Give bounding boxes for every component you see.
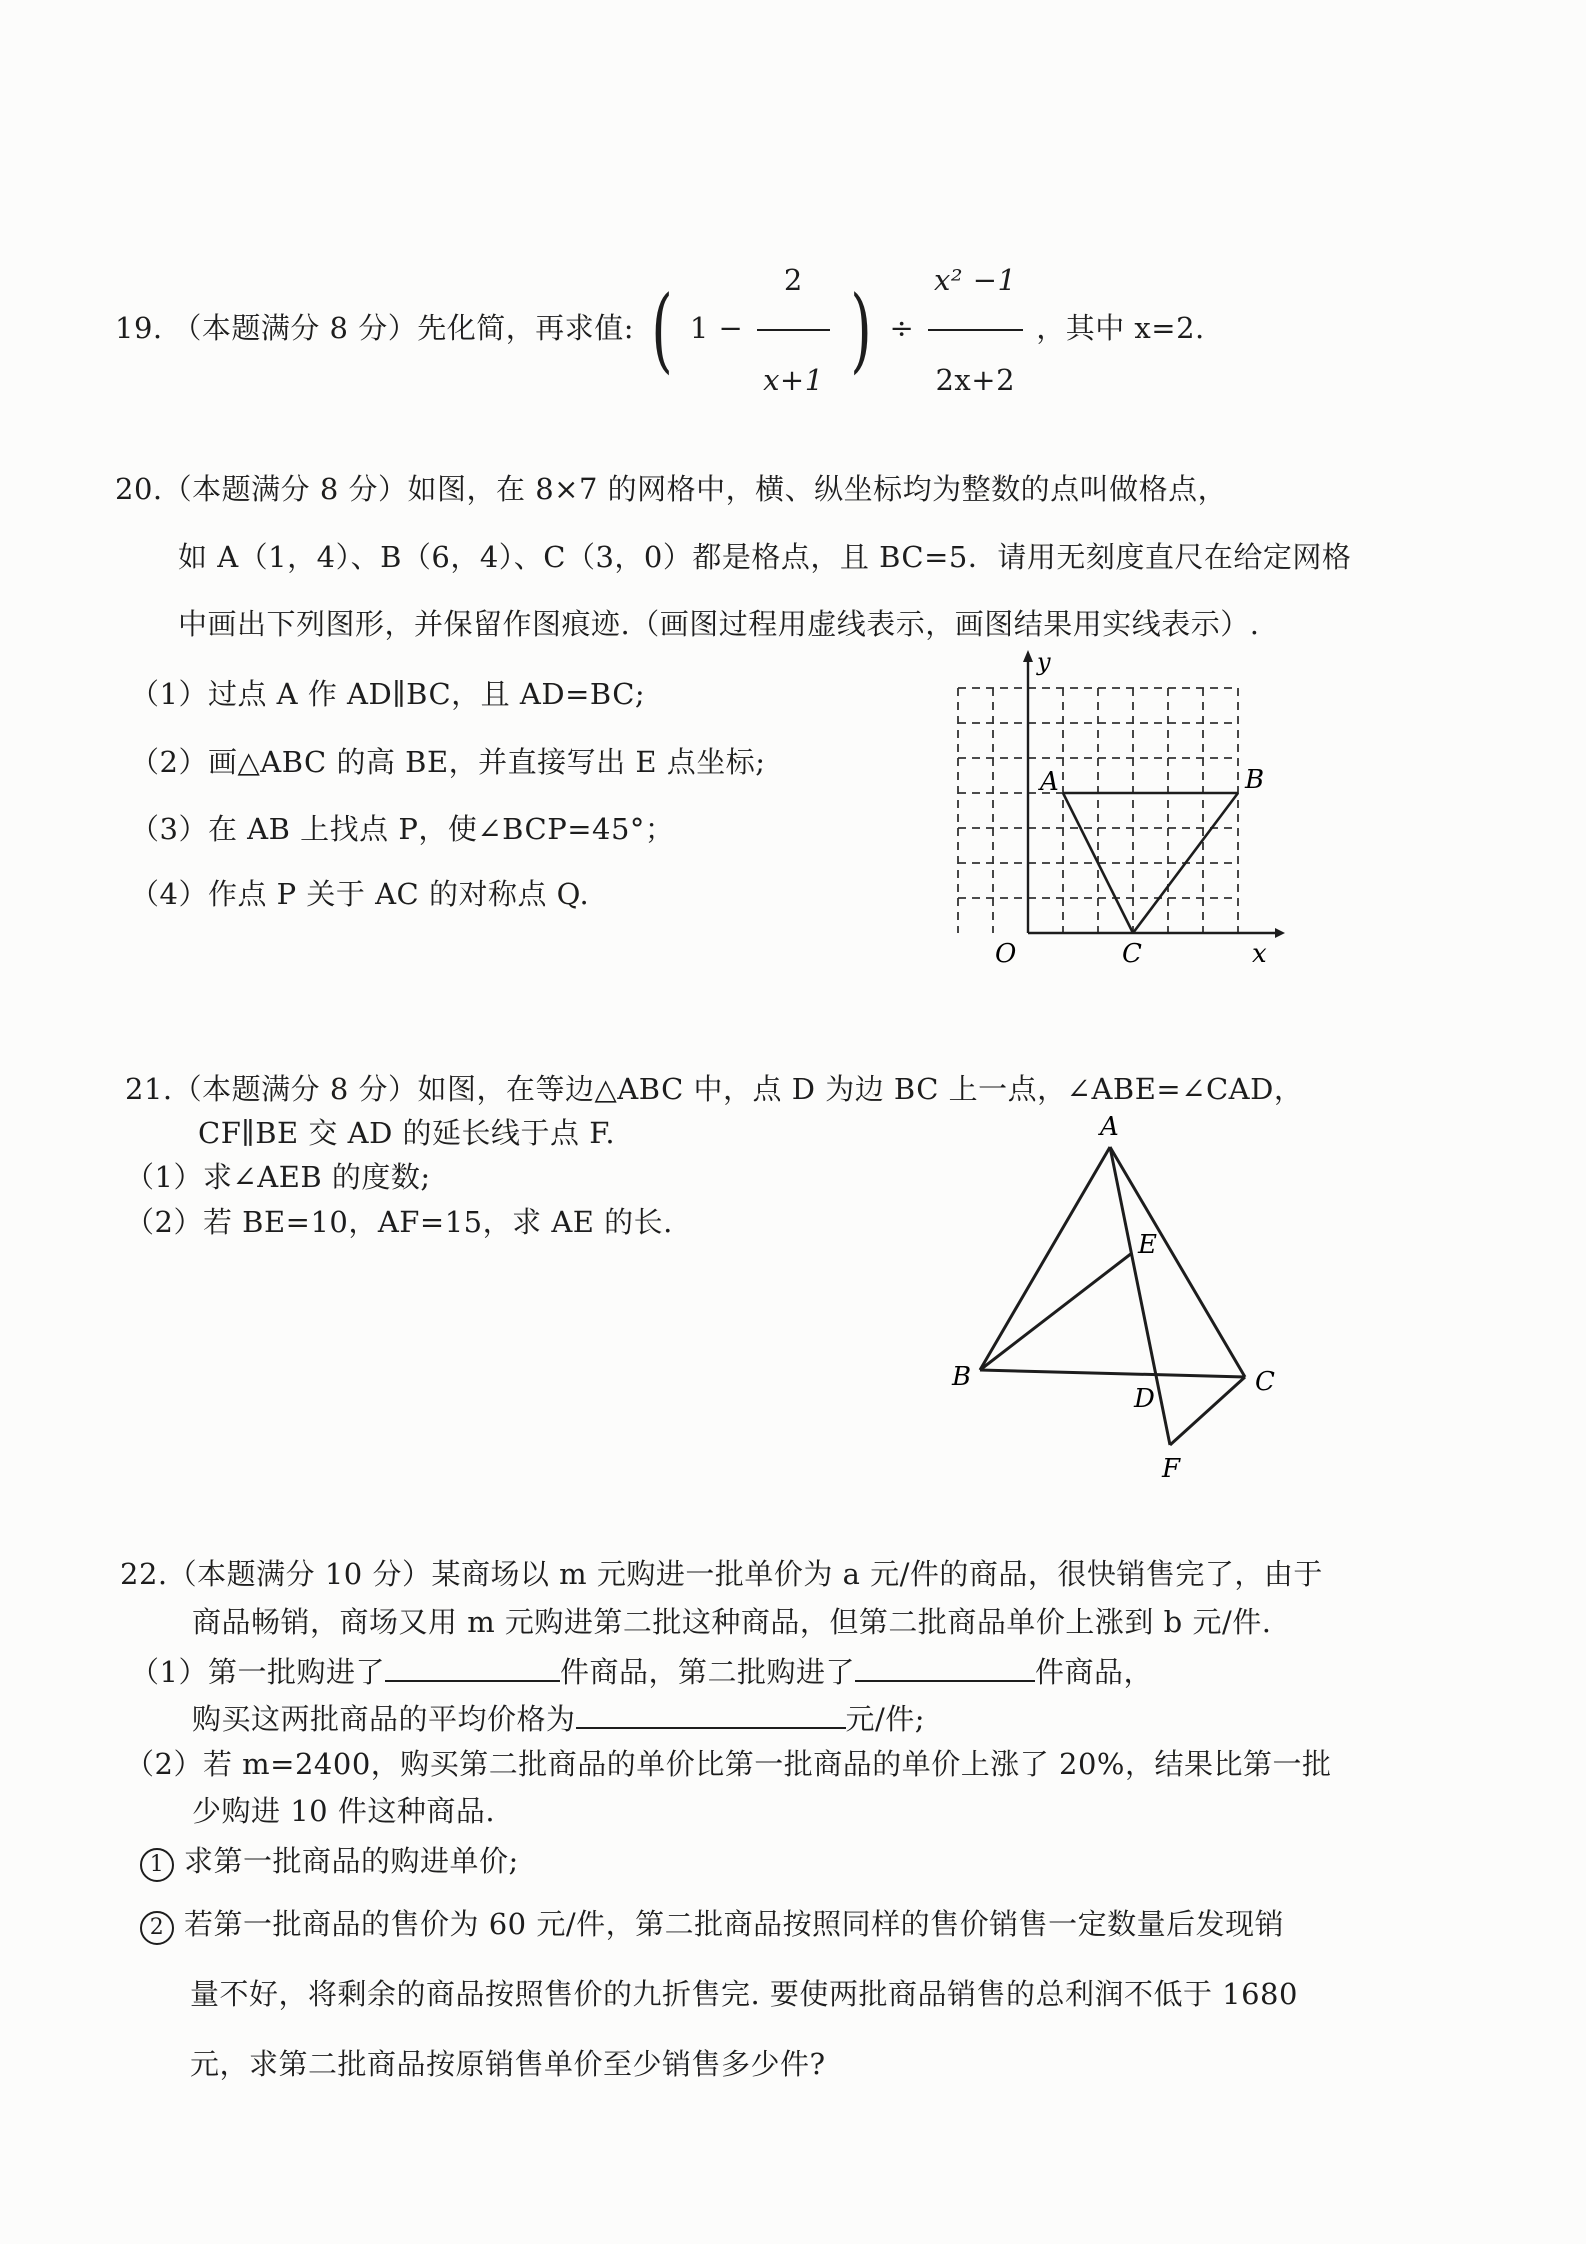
- q20-sub-3: （3）在 AB 上找点 P，使∠BCP=45°；: [130, 812, 675, 846]
- q20-sub-4: （4）作点 P 关于 AC 的对称点 Q.: [130, 877, 590, 911]
- q21-sub-2: （2）若 BE=10，AF=15，求 AE 的长.: [125, 1205, 673, 1239]
- q21-triangle-figure: [940, 1105, 1275, 1485]
- q22-blank-2: [855, 1650, 1035, 1682]
- q21-sub-1: （1）求∠AEB 的度数;: [125, 1160, 431, 1194]
- q20-grid-figure: [940, 640, 1300, 970]
- q22-blank-1: [385, 1650, 560, 1682]
- q20-sub-2: （2）画△ABC 的高 BE，并直接写出 E 点坐标;: [130, 745, 766, 779]
- q22-c1-mark: 1: [140, 1848, 174, 1882]
- q19-left-paren: (: [651, 276, 673, 383]
- q19-line: [115, 235, 1205, 425]
- q19-fraction-1: [757, 235, 830, 425]
- q22-sub1-e: 元/件;: [845, 1702, 926, 1736]
- q22-c1-text: 求第一批商品的购进单价;: [184, 1844, 519, 1878]
- q20-sub-1: （1）过点 A 作 AD∥BC，且 AD=BC;: [130, 677, 646, 711]
- q19-divide: ÷: [889, 311, 915, 345]
- q19-right-paren: ): [850, 276, 873, 383]
- q20-label-x: x: [1252, 939, 1267, 969]
- q19-prefix: （本题满分 8 分）先化简，再求值:: [172, 311, 635, 345]
- q19-frac2-num: x² −1: [928, 235, 1022, 331]
- q19-fraction-2: [928, 235, 1022, 425]
- q19-minus: −: [718, 311, 744, 345]
- q22-sub1-a: （1）第一批购进了: [130, 1655, 385, 1689]
- q19-one: 1: [689, 311, 709, 345]
- q21-label-F: F: [1162, 1454, 1181, 1484]
- q20-label-B: B: [1245, 765, 1265, 795]
- q19-frac1-num: 2: [757, 235, 830, 331]
- q20-label-O: O: [995, 939, 1017, 969]
- q22-c2-row-2: 量不好，将剩余的商品按照售价的九折售完. 要使两批商品销售的总利润不低于 1680: [190, 1977, 1298, 2011]
- q19-suffix: ，其中 x=2.: [1036, 311, 1205, 345]
- q22-sub1-d: 购买这两批商品的平均价格为: [192, 1702, 576, 1736]
- q20-label-y: y: [1037, 648, 1051, 676]
- q22-sub-2-a: （2）若 m=2400，购买第二批商品的单价比第一批商品的单价上涨了 20%，结果比第一批: [125, 1747, 1332, 1781]
- q22-sub1-b: 件商品，第二批购进了: [559, 1655, 855, 1689]
- q22-sub-1-row: [130, 1650, 1153, 1691]
- q22-sub-2-b: 少购进 10 件这种商品.: [192, 1794, 496, 1828]
- q21-label-D: D: [1134, 1384, 1155, 1414]
- q22-c2-row: [140, 1905, 1284, 1945]
- q19-number: 19.: [115, 311, 163, 345]
- q20-line-2: 如 A（1，4）、B（6，4）、C（3，0）都是格点，且 BC=5．请用无刻度直尺在给定网格: [178, 540, 1352, 574]
- q20-label-A: A: [1040, 767, 1059, 797]
- q22-blank-3: [576, 1697, 846, 1729]
- q22-line-1: 22.（本题满分 10 分）某商场以 m 元购进一批单价为 a 元/件的商品，很快销售完了，由于: [120, 1557, 1323, 1591]
- q22-line-2: 商品畅销，商场又用 m 元购进第二批这种商品，但第二批商品单价上涨到 b 元/件.: [192, 1605, 1272, 1639]
- q19-frac2-den: 2x+2: [935, 363, 1016, 397]
- q21-label-A: A: [1100, 1112, 1119, 1142]
- q20-label-C: C: [1122, 939, 1142, 969]
- q22-sub-1-row-2: [192, 1697, 925, 1738]
- q22-c1-row: [140, 1842, 519, 1882]
- q22-sub1-c: 件商品，: [1034, 1655, 1153, 1689]
- q20-line-3: 中画出下列图形，并保留作图痕迹.（画图过程用虚线表示，画图结果用实线表示）.: [178, 607, 1260, 641]
- q21-line-1: 21.（本题满分 8 分）如图，在等边△ABC 中，点 D 为边 BC 上一点，∠ABE=∠CAD，: [125, 1072, 1304, 1106]
- q22-c2-row-3: 元，求第二批商品按原销售单价至少销售多少件?: [190, 2047, 826, 2081]
- q21-label-C: C: [1255, 1367, 1275, 1397]
- q21-label-E: E: [1138, 1230, 1157, 1260]
- q21-label-B: B: [952, 1362, 972, 1392]
- q20-line-1: 20.（本题满分 8 分）如图，在 8×7 的网格中，横、纵坐标均为整数的点叫做格点，: [115, 472, 1228, 506]
- q22-c2-mark: 2: [140, 1911, 174, 1945]
- q21-line-2: CF∥BE 交 AD 的延长线于点 F.: [198, 1116, 616, 1150]
- q19-frac1-den: x+1: [763, 363, 824, 397]
- q22-c2-text-a: 若第一批商品的售价为 60 元/件，第二批商品按照同样的售价销售一定数量后发现销: [184, 1907, 1285, 1941]
